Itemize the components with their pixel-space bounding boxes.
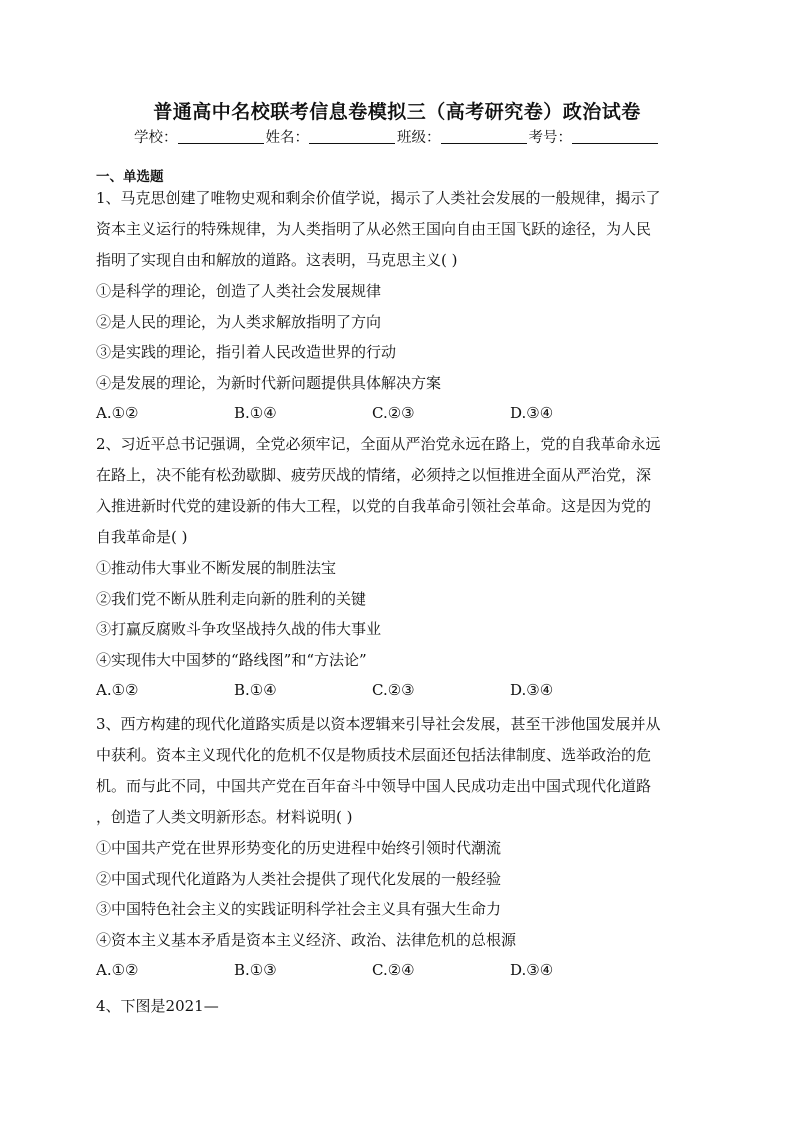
- choice-b: B.①③: [234, 961, 277, 979]
- choice-c: C.②④: [372, 961, 415, 979]
- question-stem-line: 中获利。资本主义现代化的危机不仅是物质技术层面还包括法律制度、选举政治的危: [96, 746, 652, 764]
- student-info-row: [0, 126, 794, 147]
- statement-option: ②中国式现代化道路为人类社会提供了现代化发展的一般经验: [96, 869, 502, 888]
- statement-option: ②是人民的理论，为人类求解放指明了方向: [96, 312, 382, 331]
- answer-choices: [96, 955, 706, 985]
- statement-option: ④资本主义基本矛盾是资本主义经济、政治、法律危机的总根源: [96, 930, 517, 949]
- question-stem-line: ，创造了人类文明新形态。材料说明( ): [96, 808, 353, 826]
- class-blank: [441, 129, 527, 144]
- choice-d: D.③④: [510, 681, 554, 699]
- exam-number-label: 考号：: [528, 130, 572, 146]
- section-heading: 一、单选题: [96, 169, 164, 185]
- choice-a: A.①②: [96, 961, 139, 979]
- school-blank: [178, 129, 264, 144]
- question-1: [96, 183, 706, 428]
- page-title: 普通高中名校联考信息卷模拟三（高考研究卷）政治试卷: [153, 101, 641, 123]
- choice-d: D.③④: [510, 404, 554, 422]
- statement-option: ②我们党不断从胜利走向新的胜利的关键: [96, 589, 367, 608]
- question-4: [96, 991, 706, 1022]
- question-stem-line: 4、下图是2021—: [96, 997, 219, 1015]
- question-stem-line: 1、马克思创建了唯物史观和剩余价值学说，揭示了人类社会发展的一般规律，揭示了: [96, 189, 661, 207]
- statement-option: ③打赢反腐败斗争攻坚战持久战的伟大事业: [96, 620, 382, 638]
- choice-d: D.③④: [510, 961, 554, 979]
- class-label: 班级：: [397, 130, 441, 146]
- statement-option: ③中国特色社会主义的实践证明科学社会主义具有强大生命力: [96, 900, 502, 918]
- exam-number-blank: [572, 129, 658, 144]
- choice-b: B.①④: [234, 681, 277, 699]
- statement-option: ①推动伟大事业不断发展的制胜法宝: [96, 559, 337, 577]
- question-stem-line: 入推进新时代党的建设新的伟大工程，以党的自我革命引领社会革命。这是因为党的: [96, 497, 652, 515]
- answer-choices: [96, 675, 706, 705]
- statement-option: ①是科学的理论，创造了人类社会发展规律: [96, 282, 382, 300]
- name-label: 姓名：: [265, 130, 309, 146]
- answer-choices: [96, 398, 706, 428]
- school-label: 学校：: [134, 130, 178, 146]
- choice-c: C.②③: [372, 681, 415, 699]
- choice-c: C.②③: [372, 404, 415, 422]
- question-stem-line: 2、习近平总书记强调，全党必须牢记，全面从严治党永远在路上，党的自我革命永远: [96, 435, 661, 453]
- question-stem-line: 资本主义运行的特殊规律，为人类指明了从必然王国向自由王国飞跃的途径，为人民: [96, 220, 652, 238]
- name-blank: [309, 129, 395, 144]
- question-stem-line: 在路上，决不能有松劲歇脚、疲劳厌战的情绪，必须持之以恒推进全面从严治党，深: [96, 466, 652, 484]
- question-stem-line: 指明了实现自由和解放的道路。这表明，马克思主义( ): [96, 251, 458, 269]
- question-stem-line: 机。而与此不同，中国共产党在百年奋斗中领导中国人民成功走出中国式现代化道路: [96, 777, 652, 795]
- statement-option: ①中国共产党在世界形势变化的历史进程中始终引领时代潮流: [96, 839, 502, 857]
- statement-option: ④实现伟大中国梦的“路线图”和“方法论”: [96, 650, 367, 669]
- choice-a: A.①②: [96, 681, 139, 699]
- question-3: [96, 709, 706, 985]
- question-stem-line: 3、西方构建的现代化道路实质是以资本逻辑来引导社会发展，甚至干涉他国发展并从: [96, 715, 661, 733]
- question-stem-line: 自我革命是( ): [96, 528, 188, 546]
- choice-a: A.①②: [96, 404, 139, 422]
- choice-b: B.①④: [234, 404, 277, 422]
- statement-option: ④是发展的理论，为新时代新问题提供具体解决方案: [96, 373, 442, 392]
- question-2: [96, 429, 706, 705]
- statement-option: ③是实践的理论，指引着人民改造世界的行动: [96, 343, 397, 361]
